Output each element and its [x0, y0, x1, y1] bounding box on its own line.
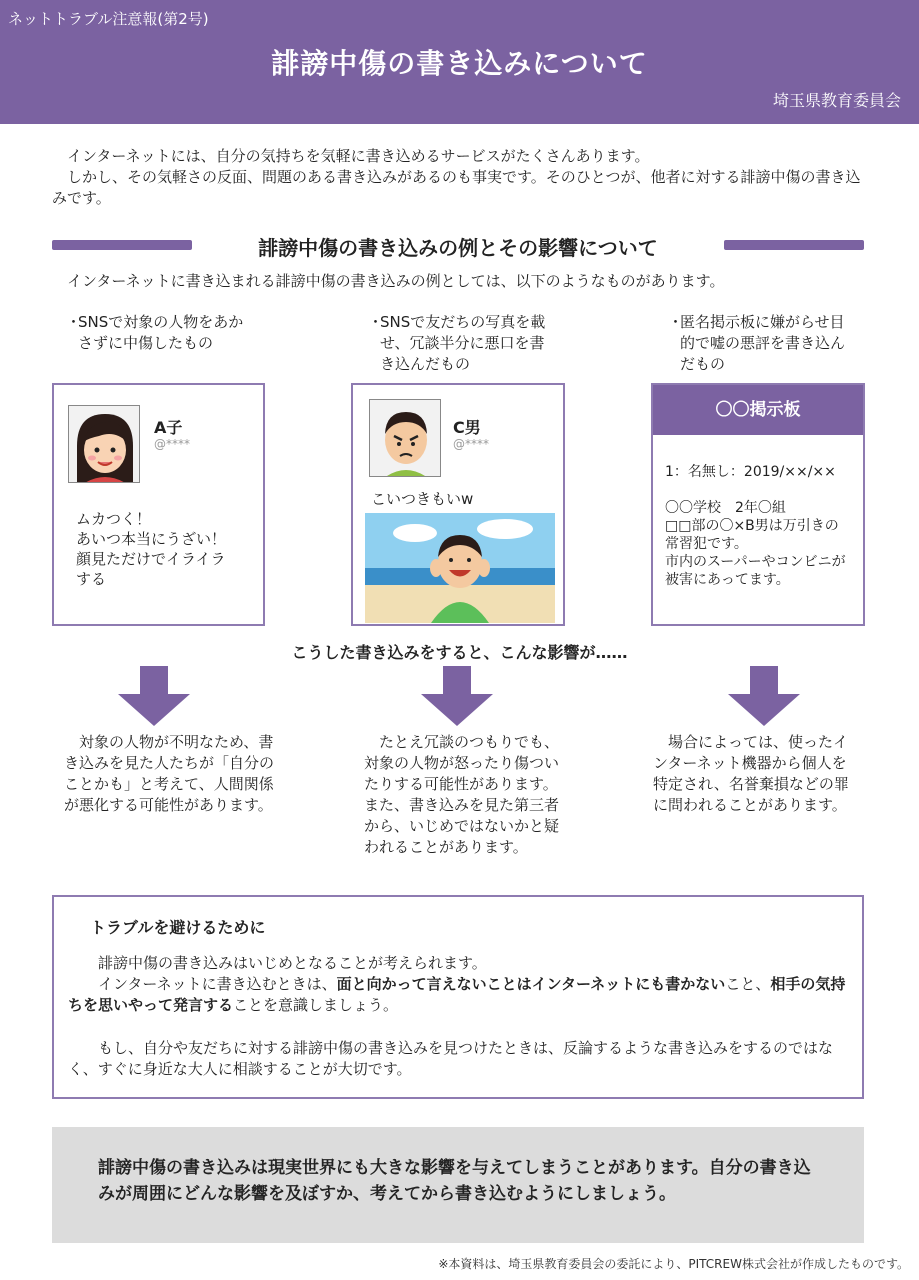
- user-handle: @****: [453, 437, 489, 451]
- summary-callout: 誹謗中傷の書き込みは現実世界にも大きな影響を与えてしまうことがあります。自分の書き込みが周囲にどんな影響を及ぼすか、考えてから書き込むようにしましょう。: [52, 1127, 864, 1243]
- header-banner: [0, 0, 919, 124]
- section-title: 誹謗中傷の書き込みの例とその影響について: [258, 236, 658, 260]
- impact-heading: こうした書き込みをすると、こんな影響が……: [291, 643, 628, 662]
- post-text: こいつきもいw: [371, 490, 474, 508]
- intro-paragraph-1: インターネットには、自分の気持ちを気軽に書き込めるサービスがたくさんあります。: [67, 147, 650, 165]
- down-arrow-icon: [421, 666, 493, 726]
- avoid-paragraph-2: インターネットに書き込むときは、面と向かって言えないことはインターネットにも書かないこと、相手の気持ちを思いやって発言することを意識しましょう。: [68, 975, 846, 1014]
- board-title: 〇〇掲示板: [653, 385, 863, 435]
- user-name: A子: [154, 418, 183, 437]
- organization-name: 埼玉県教育委員会: [772, 91, 901, 110]
- user-name: C男: [453, 418, 481, 437]
- post-text: ムカつく！ あいつ本当にうざい！ 顔見ただけでイライラ する: [76, 510, 227, 588]
- down-arrow-icon: [118, 666, 190, 726]
- friend-photo-image: [365, 513, 555, 623]
- sns-post-card-c: [351, 383, 565, 626]
- girl-avatar-icon: [68, 405, 140, 483]
- effect-text-2: たとえ冗談のつもりでも、対象の人物が怒ったり傷ついたりする可能性があります。また、書き込みを見た第三者から、いじめではないかと疑われることがあります。: [364, 733, 560, 856]
- example-caption-2: ・ SNSで友だちの写真を載せ、冗談半分に悪口を書き込んだもの: [368, 313, 546, 373]
- intro-paragraph-2: しかし、その気軽さの反面、問題のある書き込みがあるのも事実です。そのひとつが、他者に対する誹謗中傷の書き込みです。: [52, 168, 861, 207]
- section-intro: インターネットに書き込まれる誹謗中傷の書き込みの例としては、以下のようなものがあります。: [67, 272, 725, 290]
- avoid-paragraph-3: もし、自分や友だちに対する誹謗中傷の書き込みを見つけたときは、反論するような書き込みをするのではなく、すぐに身近な大人に相談することが大切です。: [68, 1039, 834, 1078]
- down-arrow-icon: [728, 666, 800, 726]
- avoid-title: トラブルを避けるために: [90, 918, 266, 937]
- series-label: ネットトラブル注意報(第2号): [8, 10, 209, 28]
- example-caption-1: ・ SNSで対象の人物をあかさずに中傷したもの: [66, 313, 244, 352]
- effect-text-3: 場合によっては、使ったインターネット機器から個人を特定され、名誉棄損などの罪に問われることがあります。: [653, 733, 849, 814]
- page-title: 誹謗中傷の書き込みについて: [271, 47, 648, 80]
- user-handle: @****: [154, 437, 190, 451]
- avoid-trouble-box: [52, 895, 864, 1099]
- section-heading: [52, 232, 864, 258]
- board-post: 1：名無し：2019/××/×× 〇〇学校 2年〇組 □□部の〇×B男は万引きの常習犯です。 市内のスーパーやコンビニが被害にあってます。: [665, 464, 846, 588]
- avoid-paragraph-1: 誹謗中傷の書き込みはいじめとなることが考えられます。: [98, 954, 487, 972]
- example-caption-3: ・ 匿名掲示板に嫌がらせ目的で嘘の悪評を書き込んだもの: [668, 313, 846, 373]
- effect-text-1: 対象の人物が不明なため、書き込みを見た人たちが「自分のことかも」と考えて、人間関係が悪化する可能性があります。: [64, 733, 275, 814]
- sns-post-card-a: [52, 383, 265, 626]
- bulletin-board-card: [651, 383, 865, 626]
- footer-note: ※本資料は、埼玉県教育委員会の委託により、PITCREW株式会社が作成したものです。: [438, 1257, 909, 1271]
- boy-avatar-icon: [369, 399, 441, 477]
- intro-text: [52, 146, 864, 209]
